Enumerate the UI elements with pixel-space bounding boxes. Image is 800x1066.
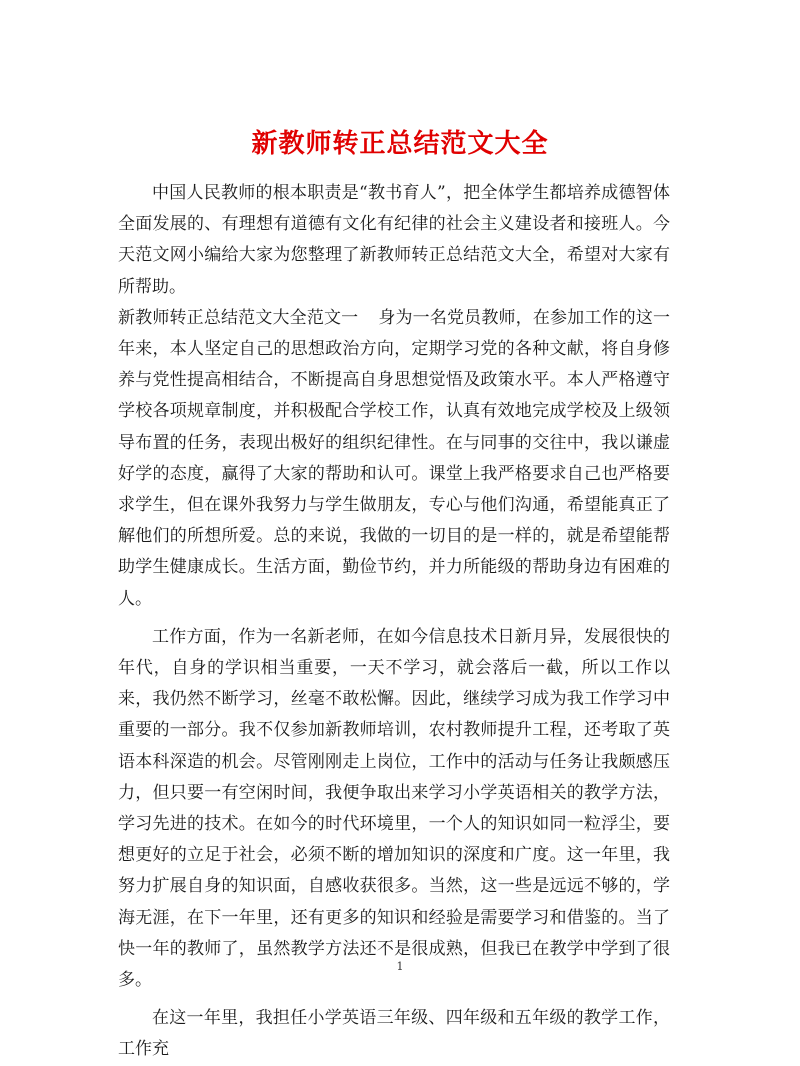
intro-paragraph: 中国人民教师的根本职责是“教书育人”，把全体学生都培养成德智体全面发展的、有理想有道德有文化有纪律的社会主义建设者和接班人。今天范文网小编给大家为您整理了新教师转正总结范文大全，希望对大家有所帮助。 [118,183,670,297]
work-paragraph: 工作方面，作为一名新老师，在如今信息技术日新月异，发展很快的年代，自身的学识相当重要，一天不学习，就会落后一截，所以工作以来，我仍然不断学习，丝毫不敢松懈。因此，继续学习成为我工作学习中重要的一部分。我不仅参加新教师培训，农村教师提升工程，还考取了英语本科深造的机会。尽管刚刚走上岗位，工作中的活动与任务让我颇感压力，但只要一有空闲时间，我便争取出来学习小学英语相关的教学方法，学习先进的技术。在如今的时代环境里，一个人的知识如同一粒浮尘，要想更好的立足于社会，必须不断的增加知识的深度和广度。这一年里，我努力扩展自身的知识面，自感收获很多。当然，这一些是远远不够的，学海无涯，在下一年里，还有更多的知识和经验是需要学习和借鉴的。当了快一年的教师了，虽然教学方法还不是很成熟，但我已在教学中学到了很多。 [118,626,670,991]
section-one-label: 新教师转正总结范文大全范文一 [118,307,359,328]
document-body [118,178,670,1066]
section-one-paragraph [118,303,670,615]
section-one-text: 身为一名党员教师，在参加工作的这一年来，本人坚定自己的思想政治方向，定期学习党的各种文献，将自身修养与党性提高相结合，不断提高自身思想觉悟及政策水平。本人严格遵守学校各项规章制度，并积极配合学校工作，认真有效地完成学校及上级领导布置的任务，表现出极好的组织纪律性。在与同事的交往中，我以谦虚好学的态度，赢得了大家的帮助和认可。课堂上我严格要求自己也严格要求学生，但在课外我努力与学生做朋友，专心与他们沟通，希望能真正了解他们的所想所爱。总的来说，我做的一切目的是一样的，就是希望能帮助学生健康成长。生活方面，勤俭节约，并力所能级的帮助身边有困难的人。 [118,307,671,609]
teaching-paragraph: 在这一年里，我担任小学英语三年级、四年级和五年级的教学工作，工作充 [118,1008,670,1060]
page-number: 1 [396,960,404,973]
page-title: 新教师转正总结范文大全 [251,129,549,160]
